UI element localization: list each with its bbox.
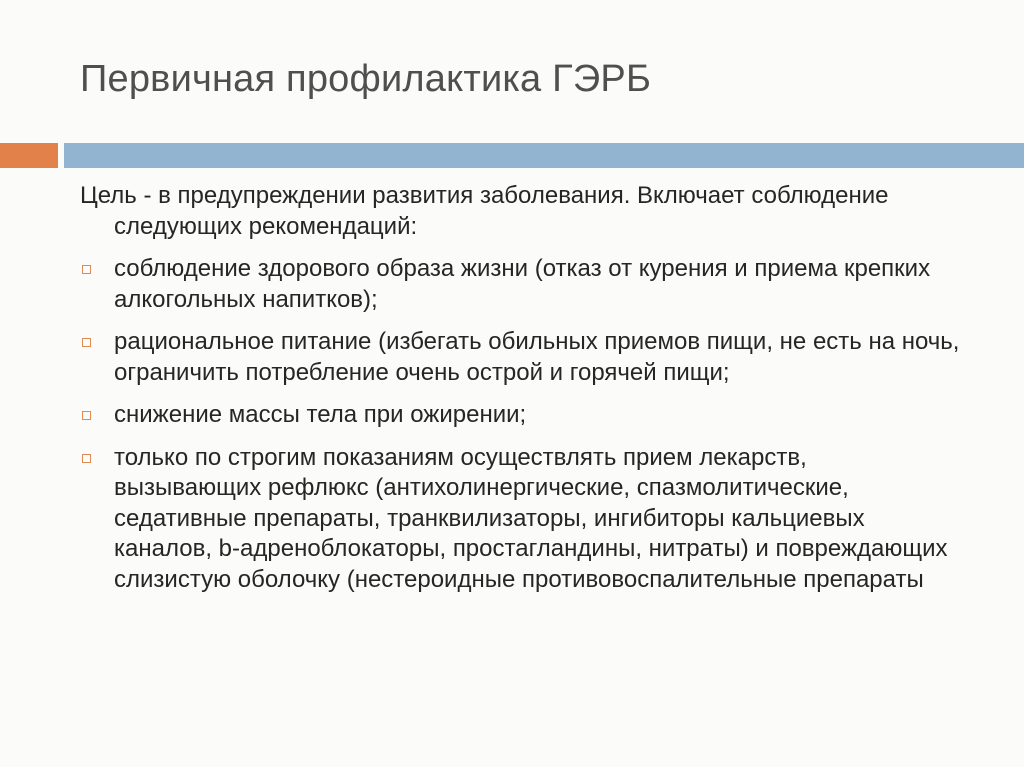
- square-bullet-icon: [82, 265, 91, 274]
- square-bullet-icon: [82, 454, 91, 463]
- list-item-text: только по строгим показаниям осуществлять прием лекарств, вызывающих рефлюкс (антихолинергические, спазмолитические, седативные препараты, транквилизаторы, ингибиторы кальциевых каналов, b-адреноблокаторы, простагландины, нитраты) и повреждающих слизистую оболочку (нестероидные противовоспалительные препараты: [114, 443, 948, 593]
- list-item: [80, 400, 960, 431]
- list-item: [80, 327, 960, 388]
- accent-bar-blue: [64, 143, 1024, 168]
- list-item-text: снижение массы тела при ожирении;: [114, 401, 527, 428]
- list-item: [80, 443, 960, 596]
- square-bullet-icon: [82, 338, 91, 347]
- list-item: [80, 254, 960, 315]
- intro-text: Цель - в предупреждении развития заболевания. Включает соблюдение следующих рекомендаций:: [80, 182, 889, 240]
- square-bullet-icon: [82, 411, 91, 420]
- accent-bar-orange: [0, 143, 58, 168]
- slide-body: [80, 181, 960, 607]
- list-item-text: рациональное питание (избегать обильных приемов пищи, не есть на ночь, ограничить потребление очень острой и горячей пищи;: [114, 328, 960, 386]
- list-item-text: соблюдение здорового образа жизни (отказ от курения и приема крепких алкогольных напитков);: [114, 255, 931, 313]
- slide-title: Первичная профилактика ГЭРБ: [80, 58, 652, 100]
